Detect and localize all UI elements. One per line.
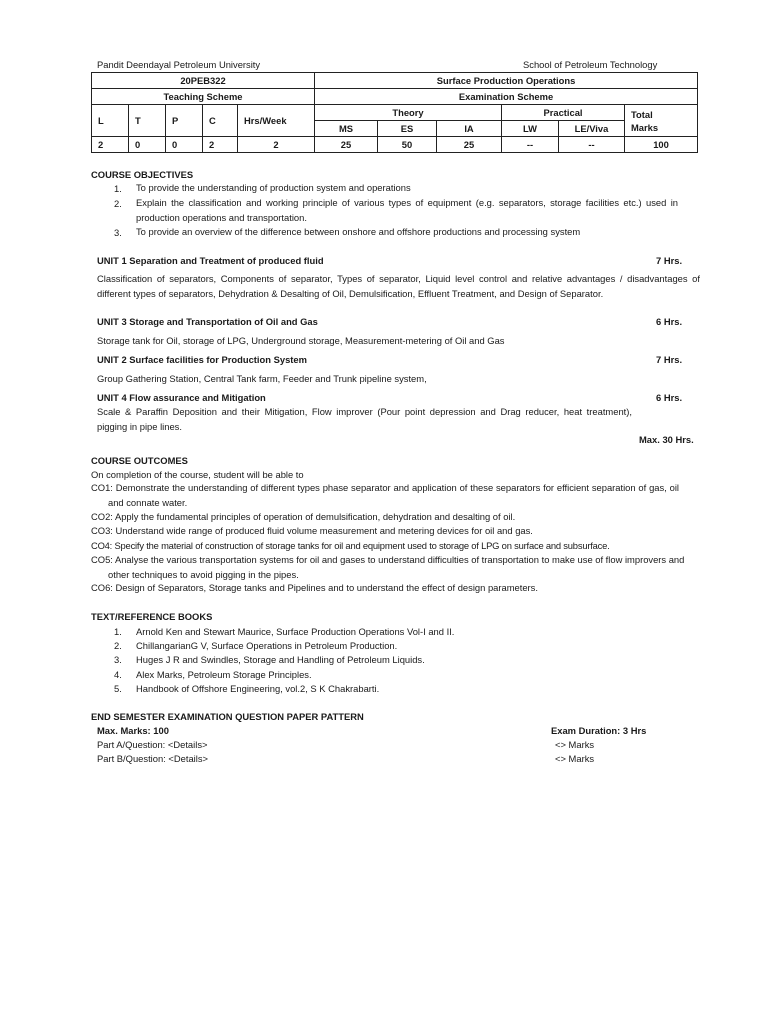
book-number: 2. [114,640,122,651]
book-item: Handbook of Offshore Engineering, vol.2, S K Chakrabarti. [136,683,380,694]
objectives-heading: COURSE OBJECTIVES [91,169,194,180]
objective-item: To provide an overview of the difference between onshore and offshore productions and processing system [136,226,581,237]
col-lw: LW [502,121,559,137]
outcome-item: CO3: Understand wide range of produced fluid volume measurement and metering devices for oil and gas. [91,525,533,536]
col-c: C [203,105,238,137]
book-number: 5. [114,683,122,694]
val-ms: 25 [315,137,378,153]
col-le-viva: LE/Viva [559,121,625,137]
exam-part-b: Part B/Question: <Details> [97,753,208,764]
marks-label: Marks [631,122,659,133]
val-t: 0 [129,137,166,153]
outcome-item: CO6: Design of Separators, Storage tanks and Pipelines and to understand the effect of design parameters. [91,582,538,593]
unit-title: UNIT 4 Flow assurance and Mitigation [97,392,266,403]
unit-content: Storage tank for Oil, storage of LPG, Underground storage, Measurement-metering of Oil and Gas [97,335,505,346]
outcomes-intro: On completion of the course, student will be able to [91,469,304,480]
val-hrs: 2 [238,137,315,153]
unit-hours: 7 Hrs. [656,354,683,365]
examination-scheme-header: Examination Scheme [315,89,698,105]
objective-number: 2. [114,198,122,209]
val-c: 2 [203,137,238,153]
outcome-item: CO4: Specify the material of construction of storage tanks for oil and equipment used to storage of LPG on surface and subsurface. [91,540,610,551]
objective-item: Explain the classification and working principle of various types of equipment (e.g. separators, storage facilities etc.) used in production operations and transportation. [136,197,678,223]
books-heading: TEXT/REFERENCE BOOKS [91,611,213,622]
col-ia: IA [437,121,502,137]
unit-content: Group Gathering Station, Central Tank farm, Feeder and Trunk pipeline system, [97,373,427,384]
outcome-text: CO5: Analyse the various transportation systems for oil and gases to understand difficulties of transportation to make use of flow improvers and other techniques to avoid pigging in the pipes. [91,554,685,580]
unit-title: UNIT 1 Separation and Treatment of produced fluid [97,255,324,266]
val-lw: -- [502,137,559,153]
objective-item: To provide the understanding of production system and operations [136,182,411,193]
total-label: Total [631,109,653,120]
outcome-item [91,553,689,582]
outcome-text: CO1: Demonstrate the understanding of different types phase separator and application of these separators for efficient separation of gas, oil and connate water. [91,482,679,508]
objective-number: 1. [114,183,122,194]
practical-header: Practical [502,105,625,121]
book-item: Arnold Ken and Stewart Maurice, Surface Production Operations Vol-I and II. [136,626,455,637]
book-number: 4. [114,669,122,680]
unit-hours: 6 Hrs. [656,316,683,327]
exam-part-a: Part A/Question: <Details> [97,739,208,750]
col-t: T [129,105,166,137]
val-es: 50 [378,137,437,153]
school-name: School of Petroleum Technology [523,59,658,70]
exam-part-a-marks: <> Marks [555,739,595,750]
col-l: L [92,105,129,137]
theory-header: Theory [315,105,502,121]
unit-content: Classification of separators, Components of separator, Types of separator, Liquid level control and relative advantages / disadvantages of different types of separators, Dehydration & Desalting of Oil, Demulsification, Effluent Treatment, and Design of Separator. [97,273,700,299]
book-item: Alex Marks, Petroleum Storage Principles. [136,669,312,680]
scheme-table [91,72,698,153]
university-name: Pandit Deendayal Petroleum University [97,59,261,70]
exam-max-marks: Max. Marks: 100 [97,725,169,736]
unit-hours: 6 Hrs. [656,392,683,403]
val-p: 0 [166,137,203,153]
unit-content: Scale & Paraffin Deposition and their Mitigation, Flow improver (Pour point depression and Drag reducer, heat treatment), pigging in pipe lines. [97,406,632,432]
book-item: ChillangarianG V, Surface Operations in Petroleum Production. [136,640,398,651]
exam-heading: END SEMESTER EXAMINATION QUESTION PAPER PATTERN [91,711,364,722]
total-marks-header [625,105,698,137]
exam-part-b-marks: <> Marks [555,753,595,764]
outcomes-heading: COURSE OUTCOMES [91,455,188,466]
val-total: 100 [625,137,698,153]
col-ms: MS [315,121,378,137]
max-hours: Max. 30 Hrs. [639,434,694,445]
course-title: Surface Production Operations [315,73,698,89]
col-hrs-week: Hrs/Week [238,105,315,137]
book-number: 3. [114,654,122,665]
objective-number: 3. [114,227,122,238]
course-code: 20PEB322 [92,73,315,89]
book-number: 1. [114,626,122,637]
book-item: Huges J R and Swindles, Storage and Handling of Petroleum Liquids. [136,654,425,665]
val-le-viva: -- [559,137,625,153]
outcome-item: CO2: Apply the fundamental principles of operation of demulsification, dehydration and desalting of oil. [91,511,516,522]
col-p: P [166,105,203,137]
col-es: ES [378,121,437,137]
val-ia: 25 [437,137,502,153]
val-l: 2 [92,137,129,153]
unit-title: UNIT 2 Surface facilities for Production System [97,354,307,365]
outcome-item [91,481,679,510]
unit-hours: 7 Hrs. [656,255,683,266]
exam-duration: Exam Duration: 3 Hrs [551,725,647,736]
teaching-scheme-header: Teaching Scheme [92,89,315,105]
unit-title: UNIT 3 Storage and Transportation of Oil and Gas [97,316,318,327]
